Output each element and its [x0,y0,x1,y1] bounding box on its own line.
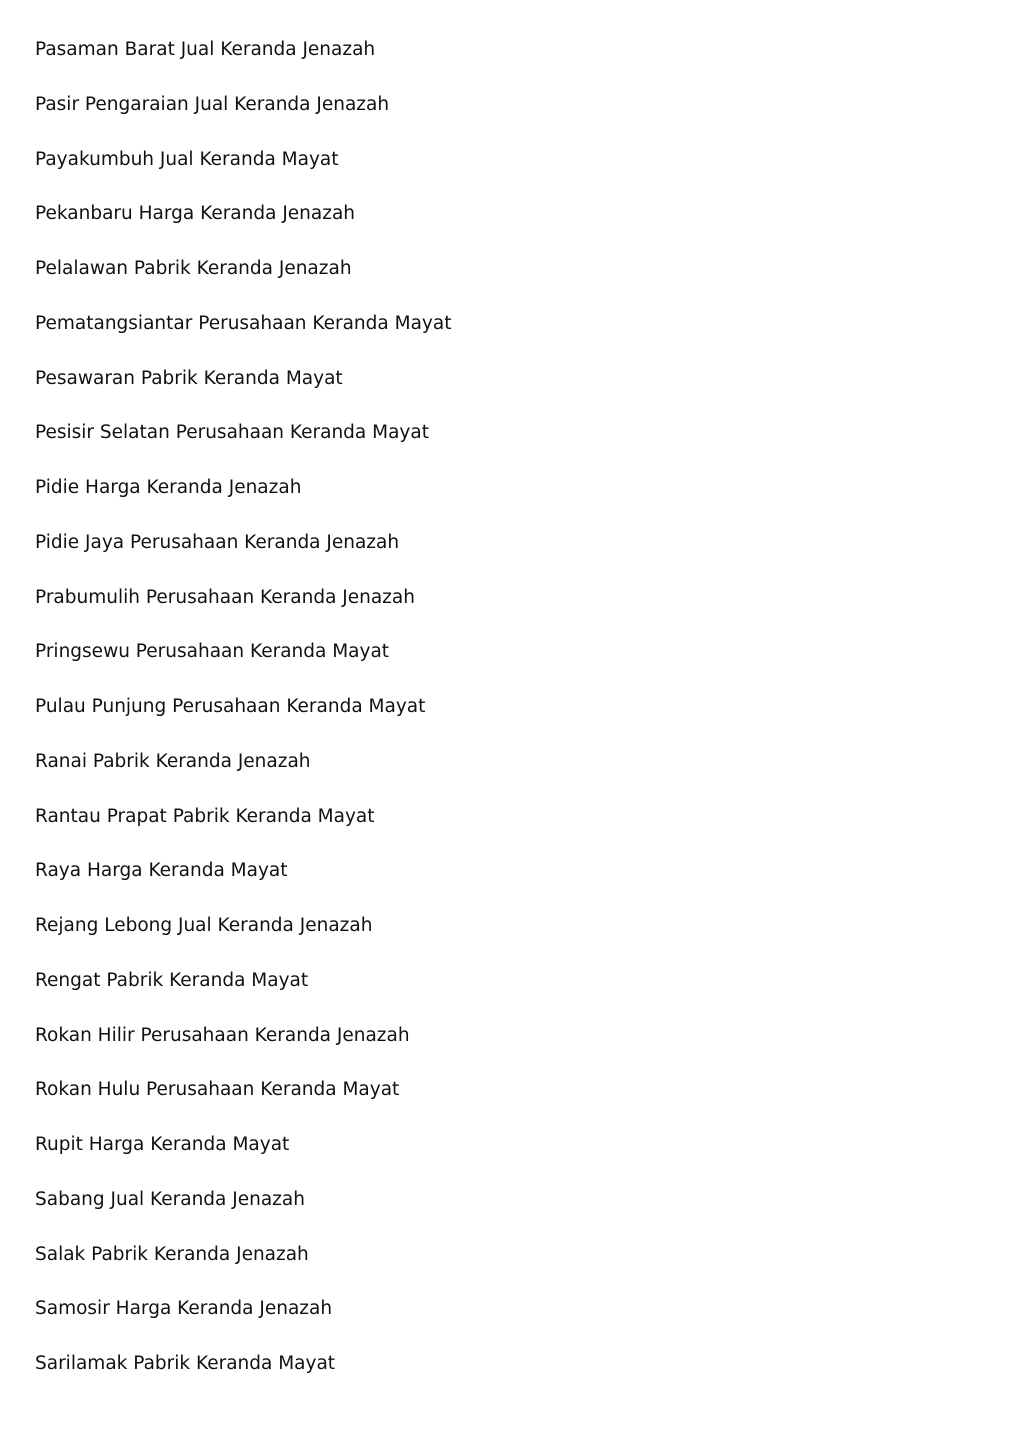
list-item: Pekanbaru Harga Keranda Jenazah [35,203,356,225]
list-item: Pidie Harga Keranda Jenazah [35,477,302,498]
list-item: Pematangsiantar Perusahaan Keranda Mayat [35,312,452,334]
list-item: Pesawaran Pabrik Keranda Mayat [35,367,343,389]
list-item: Sabang Jual Keranda Jenazah [35,1188,305,1210]
list-item: Pasaman Barat Jual Keranda Jenazah [35,39,376,60]
list-item: Pulau Punjung Perusahaan Keranda Mayat [35,696,426,717]
list-item: Rejang Lebong Jual Keranda Jenazah [35,915,373,936]
list-item: Rengat Pabrik Keranda Mayat [35,969,309,991]
list-item: Rupit Harga Keranda Mayat [35,1134,290,1155]
list-item: Pidie Jaya Perusahaan Keranda Jenazah [35,531,400,553]
list-item: Rantau Prapat Pabrik Keranda Mayat [35,805,375,827]
list-item: Pesisir Selatan Perusahaan Keranda Mayat [35,422,429,444]
entry-list [35,36,451,1405]
list-item: Sarilamak Pabrik Keranda Mayat [35,1353,336,1374]
list-item: Ranai Pabrik Keranda Jenazah [35,750,311,772]
list-item: Raya Harga Keranda Mayat [35,860,288,882]
list-item: Salak Pabrik Keranda Jenazah [35,1243,309,1265]
list-item: Rokan Hulu Perusahaan Keranda Mayat [35,1079,400,1101]
list-item: Pringsewu Perusahaan Keranda Mayat [35,641,390,663]
list-item: Prabumulih Perusahaan Keranda Jenazah [35,586,415,608]
list-item: Pasir Pengaraian Jual Keranda Jenazah [35,93,390,115]
list-item: Payakumbuh Jual Keranda Mayat [35,148,339,170]
list-item: Samosir Harga Keranda Jenazah [35,1298,333,1320]
list-item: Pelalawan Pabrik Keranda Jenazah [35,258,352,279]
list-item: Rokan Hilir Perusahaan Keranda Jenazah [35,1024,410,1046]
